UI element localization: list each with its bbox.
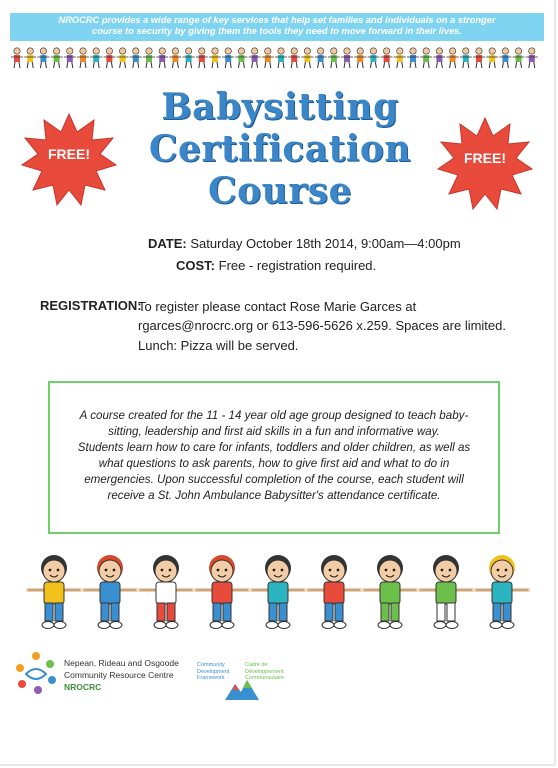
kid-figure-icon — [381, 48, 393, 68]
kid-figure-icon — [28, 555, 80, 629]
free-badge-left-label: FREE! — [48, 146, 90, 162]
kid-figure-icon — [252, 555, 304, 629]
kid-figure-icon — [117, 48, 129, 68]
kid-figure-icon — [103, 48, 115, 68]
cdf-text: Communautaire — [245, 675, 285, 681]
kid-figure-icon — [394, 48, 406, 68]
description-line: Students learn how to care for infants, toddlers and older children, as well as — [77, 441, 471, 454]
description-line: receive a St. John Ambulance Babysitter's attendance certificate. — [107, 489, 441, 502]
cdf-text: Community — [197, 662, 225, 668]
kid-figure-icon — [460, 48, 472, 68]
banner-line-1: NROCRC provides a wide range of key services that help set families and individuals on a stronger — [58, 15, 496, 25]
description-line: A course created for the 11 - 14 year old age group designed to teach baby- — [79, 409, 469, 422]
date-label: DATE: — [148, 236, 187, 251]
kid-figure-icon — [24, 48, 36, 68]
kid-figure-icon — [476, 555, 528, 629]
kid-figure-icon — [51, 48, 63, 68]
kid-figure-icon — [486, 48, 498, 68]
description-line: what questions to ask parents, how to give first aid and what to do in — [98, 457, 450, 470]
description-line: emergencies. Upon successful completion of the course, each student will — [84, 473, 464, 486]
kid-figure-icon — [275, 48, 287, 68]
course-description — [54, 408, 494, 504]
kid-figure-icon — [64, 48, 76, 68]
kid-figure-icon — [249, 48, 261, 68]
registration-line-1: To register please contact Rose Marie Garces at — [138, 299, 417, 314]
cost-label: COST: — [176, 258, 215, 273]
kid-figure-icon — [90, 48, 102, 68]
kid-figure-icon — [301, 48, 313, 68]
kid-figure-icon — [262, 48, 274, 68]
kid-figure-icon — [288, 48, 300, 68]
registration-line-2: rgarces@nrocrc.org or 613-596-5626 x.259. Spaces are limited. — [138, 318, 506, 333]
kid-figure-icon — [169, 48, 181, 68]
cost-line — [176, 258, 376, 274]
course-description-box — [48, 381, 500, 534]
kid-figure-icon — [308, 555, 360, 629]
kid-figure-icon — [156, 48, 168, 68]
free-badge-left — [20, 110, 118, 208]
kids-border-strip — [10, 46, 544, 70]
kid-figure-icon — [367, 48, 379, 68]
kid-figure-icon — [140, 555, 192, 629]
kid-figure-icon — [222, 48, 234, 68]
kid-figure-icon — [447, 48, 459, 68]
kid-figure-icon — [407, 48, 419, 68]
date-line — [148, 236, 461, 252]
kid-figure-icon — [526, 48, 538, 68]
banner-line-2: course to security by giving them the tools they need to move forward in their lives. — [92, 26, 462, 36]
page-title — [120, 86, 440, 212]
cdf-text: Framework — [197, 675, 225, 681]
kid-figure-icon — [183, 48, 195, 68]
org-name — [64, 657, 204, 693]
kid-figure-icon — [77, 48, 89, 68]
kid-figure-icon — [37, 48, 49, 68]
cdf-text: Cadre de — [245, 662, 268, 668]
title-line-3: Course — [208, 170, 352, 212]
org-abbr: NROCRC — [64, 682, 102, 692]
title-line-1: Babysitting — [161, 86, 399, 128]
org-name-line: Community Resource Centre — [64, 670, 174, 680]
title-line-2: Certification — [148, 128, 412, 170]
kid-figure-icon — [143, 48, 155, 68]
kid-figure-icon — [196, 555, 248, 629]
lunch-line: Lunch: Pizza will be served. — [138, 338, 299, 353]
date-value: Saturday October 18th 2014, 9:00am—4:00pm — [190, 236, 461, 251]
kid-figure-icon — [354, 48, 366, 68]
cdf-text: Development — [197, 668, 230, 675]
registration-label: REGISTRATION: — [40, 298, 142, 313]
kid-figure-icon — [420, 48, 432, 68]
kid-figure-icon — [499, 48, 511, 68]
free-badge-right — [436, 114, 534, 212]
free-badge-right-label: FREE! — [464, 150, 506, 166]
kid-figure-icon — [84, 555, 136, 629]
mountain-icon — [225, 678, 259, 700]
kid-figure-icon — [433, 48, 445, 68]
nrocrc-logo-icon — [12, 650, 60, 696]
kid-figure-icon — [473, 48, 485, 68]
cdf-text: Développement — [245, 668, 284, 675]
description-line: sitting, leadership and first aid skills in a fun and informative way. — [108, 425, 440, 438]
cost-value: Free - registration required. — [218, 258, 377, 273]
kids-illustration — [24, 546, 534, 638]
kid-figure-icon — [209, 48, 221, 68]
kid-figure-icon — [11, 48, 23, 68]
kid-figure-icon — [315, 48, 327, 68]
kid-figure-icon — [328, 48, 340, 68]
cdf-logo — [197, 662, 307, 702]
kid-figure-icon — [235, 48, 247, 68]
intro-banner — [10, 13, 544, 41]
kid-figure-icon — [130, 48, 142, 68]
kid-figure-icon — [513, 48, 525, 68]
kid-figure-icon — [420, 555, 472, 629]
org-name-line: Nepean, Rideau and Osgoode — [64, 658, 179, 668]
kid-figure-icon — [196, 48, 208, 68]
kid-figure-icon — [364, 555, 416, 629]
kid-figure-icon — [341, 48, 353, 68]
